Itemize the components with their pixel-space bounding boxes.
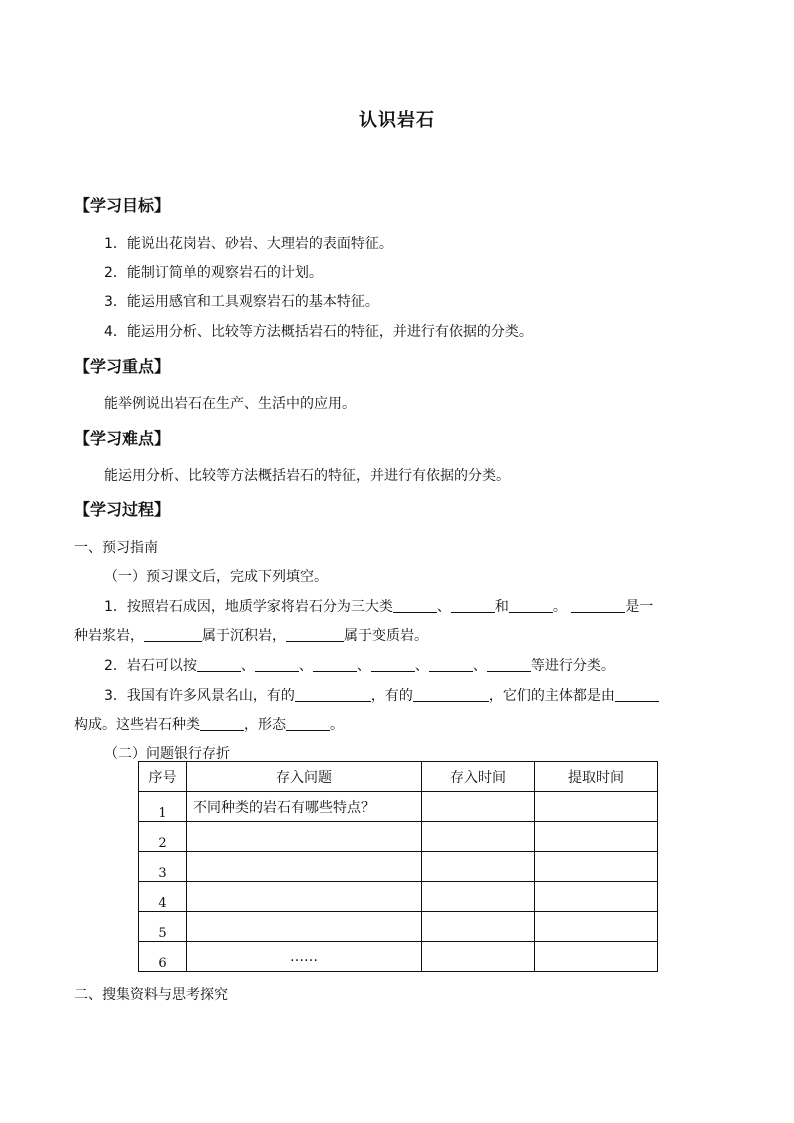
table-row	[139, 852, 658, 882]
goal-item-4: 4．能运用分析、比较等方法概括岩石的特征，并进行有依据的分类。	[104, 324, 533, 340]
blank[interactable]	[509, 598, 553, 613]
page-title: 认识岩石	[359, 110, 435, 131]
blank[interactable]	[371, 657, 415, 672]
part1-title: 一、预习指南	[74, 540, 158, 556]
q2-sep: 、	[240, 658, 255, 674]
q2-tail: 等进行分类。	[530, 658, 615, 674]
blank[interactable]	[571, 598, 625, 613]
question-1-line-1	[104, 596, 653, 616]
q1-sep: 和	[494, 599, 509, 615]
row-number: 6	[139, 942, 187, 972]
q1-line2-text: 属于变质岩。	[344, 628, 428, 644]
row-number: 2	[139, 822, 187, 852]
difficulty-heading: 【学习难点】	[74, 429, 171, 448]
goal-item-1: 1．能说出花岗岩、砂岩、大理岩的表面特征。	[104, 236, 393, 252]
table-row	[139, 822, 658, 852]
q2-sep: 、	[414, 658, 429, 674]
blank[interactable]	[313, 657, 357, 672]
difficulty-text: 能运用分析、比较等方法概括岩石的特征，并进行有依据的分类。	[104, 468, 510, 484]
question-bank-table	[138, 761, 658, 972]
focus-text: 能举例说出岩石在生产、生活中的应用。	[104, 396, 356, 412]
row-question[interactable]: 不同种类的岩石有哪些特点？	[187, 792, 422, 822]
row-deposit-time[interactable]	[422, 852, 535, 882]
row-deposit-time[interactable]	[422, 792, 535, 822]
blank[interactable]	[393, 598, 437, 613]
row-deposit-time[interactable]	[422, 942, 535, 972]
row-withdraw-time[interactable]	[535, 882, 658, 912]
q3-text: ，它们的主体都是由	[488, 688, 615, 704]
q3-line2-text: ，形态	[244, 717, 286, 733]
blank[interactable]	[413, 687, 489, 702]
q2-sep: 、	[298, 658, 313, 674]
row-deposit-time[interactable]	[422, 882, 535, 912]
blank[interactable]	[615, 687, 659, 702]
row-withdraw-time[interactable]	[535, 942, 658, 972]
q1-sep: 。	[552, 599, 567, 615]
row-withdraw-time[interactable]	[535, 822, 658, 852]
blank[interactable]	[255, 657, 299, 672]
question-2	[104, 655, 615, 675]
row-withdraw-time[interactable]	[535, 792, 658, 822]
q1-text: 1．按照岩石成因，地质学家将岩石分为三大类	[104, 599, 393, 615]
table-row	[139, 912, 658, 942]
sub2-title: （二）问题银行存折	[104, 746, 230, 762]
goal-item-3: 3．能运用感官和工具观察岩石的基本特征。	[104, 294, 379, 310]
q3-text: 3．我国有许多风景名山，有的	[104, 688, 295, 704]
blank[interactable]	[429, 657, 473, 672]
q1-tail: 是一	[625, 599, 654, 615]
header-withdraw-time: 提取时间	[535, 762, 658, 792]
blank[interactable]	[295, 687, 371, 702]
blank[interactable]	[487, 657, 531, 672]
blank[interactable]	[197, 657, 241, 672]
row-question[interactable]	[187, 822, 422, 852]
row-withdraw-time[interactable]	[535, 852, 658, 882]
row-question-ellipsis[interactable]: ……	[187, 942, 422, 972]
question-1-line-2	[74, 625, 428, 645]
header-number: 序号	[139, 762, 187, 792]
question-3-line-2	[74, 714, 344, 734]
q3-text: ，有的	[370, 688, 413, 704]
table-row	[139, 882, 658, 912]
row-deposit-time[interactable]	[422, 912, 535, 942]
blank[interactable]	[144, 627, 202, 642]
q1-sep: 、	[436, 599, 451, 615]
q2-text: 2．岩石可以按	[104, 658, 197, 674]
table-row	[139, 792, 658, 822]
q2-sep: 、	[472, 658, 487, 674]
row-question[interactable]	[187, 882, 422, 912]
row-question[interactable]	[187, 852, 422, 882]
row-withdraw-time[interactable]	[535, 912, 658, 942]
q1-line2-text: 属于沉积岩，	[202, 628, 286, 644]
goal-item-2: 2．能制订简单的观察岩石的计划。	[104, 265, 323, 281]
row-number: 1	[139, 792, 187, 822]
row-question[interactable]	[187, 912, 422, 942]
table-header-row	[139, 762, 658, 792]
row-number: 3	[139, 852, 187, 882]
header-deposit-time: 存入时间	[422, 762, 535, 792]
row-number: 4	[139, 882, 187, 912]
table-row	[139, 942, 658, 972]
blank[interactable]	[451, 598, 495, 613]
sub1-title: （一）预习课文后，完成下列填空。	[104, 569, 328, 585]
part2-title: 二、搜集资料与思考探究	[74, 987, 228, 1003]
q3-line2-text: 构成。这些岩石种类	[74, 717, 200, 733]
focus-heading: 【学习重点】	[74, 357, 171, 376]
row-number: 5	[139, 912, 187, 942]
blank[interactable]	[286, 627, 344, 642]
q2-sep: 、	[356, 658, 371, 674]
question-3-line-1	[104, 685, 659, 705]
blank[interactable]	[286, 716, 330, 731]
process-heading: 【学习过程】	[74, 500, 171, 519]
goals-heading: 【学习目标】	[74, 196, 171, 215]
header-question: 存入问题	[187, 762, 422, 792]
q3-line2-text: 。	[330, 717, 344, 733]
row-deposit-time[interactable]	[422, 822, 535, 852]
q1-line2-text: 种岩浆岩，	[74, 628, 144, 644]
blank[interactable]	[200, 716, 244, 731]
